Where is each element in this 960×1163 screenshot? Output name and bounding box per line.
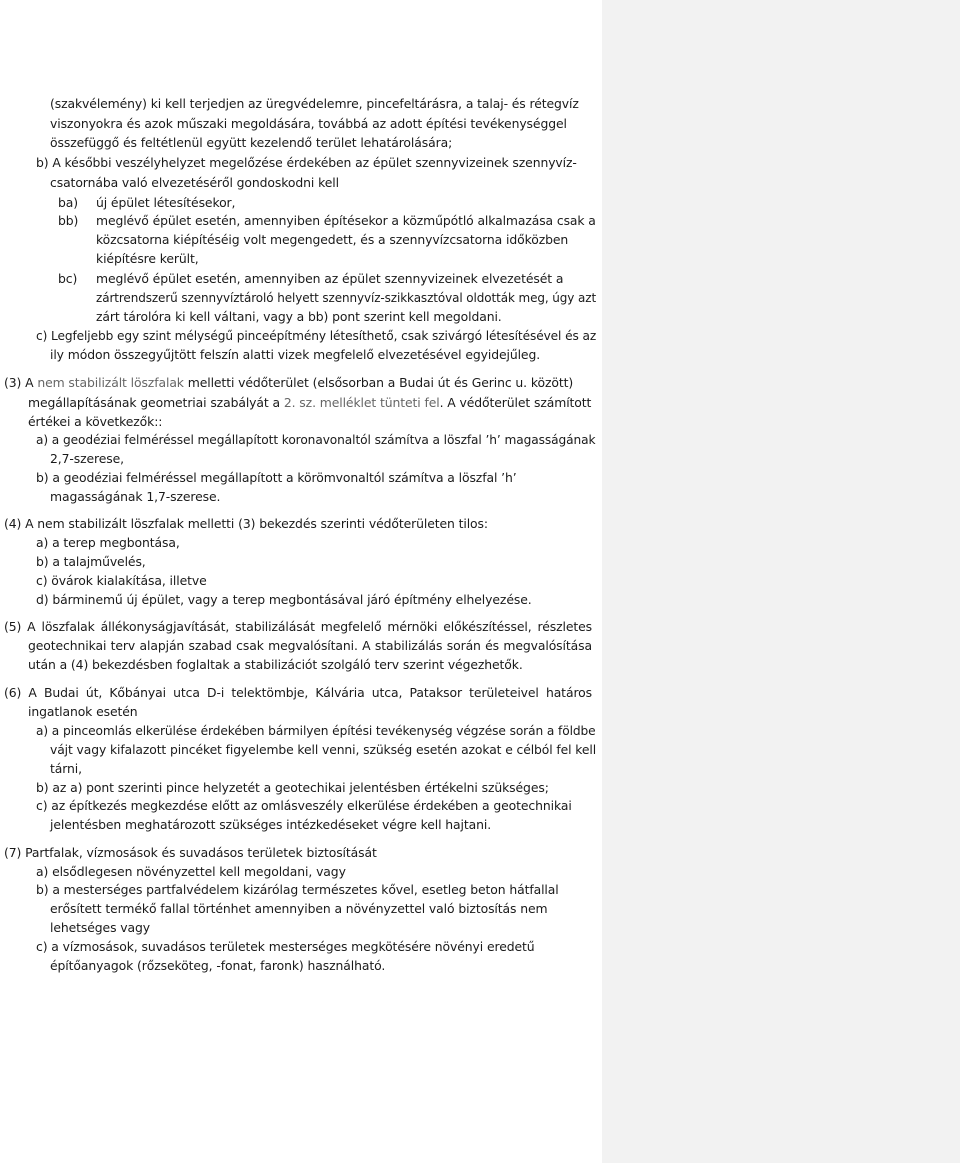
annex-reference: 2. sz. melléklet tünteti fel	[283, 395, 440, 410]
text-line: c) Legfeljebb egy szint mélységű pinceépítmény létesíthető, csak szivárgó létesítésével és az	[36, 328, 597, 343]
text-line: b) a geodéziai felméréssel megállapított a körömvonaltól számítva a löszfal ’h’	[36, 470, 517, 485]
text-line: c) övárok kialakítása, illetve	[36, 573, 207, 588]
text-line: a) a terep megbontása,	[36, 535, 180, 550]
list-label: bb)	[58, 213, 79, 228]
text-line: csatornába való elvezetéséről gondoskodni kell	[50, 175, 339, 190]
text-line: (szakvélemény) ki kell terjedjen az üregvédelemre, pincefeltárásra, a talaj- és rétegvíz	[50, 96, 579, 111]
text-line: (4) A nem stabilizált löszfalak melletti (3) bekezdés szerinti védőterületen tilos:	[4, 516, 488, 531]
text-line: (7) Partfalak, vízmosások és suvadásos területek biztosítását	[4, 845, 377, 860]
text-line: a) a pinceomlás elkerülése érdekében bármilyen építési tevékenység végzése során a földbe	[36, 723, 596, 738]
text-line: b) A későbbi veszélyhelyzet megelőzése érdekében az épület szennyvizeinek szennyvíz-	[36, 155, 577, 170]
text-line: lehetséges vagy	[50, 920, 150, 935]
text-run: melletti védőterület (elsősorban a Budai út és Gerinc u. között)	[183, 375, 574, 390]
text-line: b) a mesterséges partfalvédelem kizárólag természetes kővel, esetleg beton hátfallal	[36, 882, 559, 897]
text-line: geotechnikai terv alapján szabad csak megvalósítani. A stabilizálás során és megvalósítása	[28, 638, 592, 653]
text-line: vájt vagy kifalazott pincéket figyelembe kell venni, szükség esetén azokat e célból fel kell	[50, 742, 597, 757]
text-line: erősített termékő fallal történhet amennyiben a növényzettel való biztosítás nem	[50, 901, 548, 916]
text-run: megállapításának geometriai szabályát a	[28, 395, 284, 410]
text-line: (5) A löszfalak állékonyságjavítását, stabilizálását megfelelő mérnöki előkészítéssel, részletes	[4, 619, 592, 634]
text-line: b) az a) pont szerinti pince helyzetét a geotechikai jelentésben értékelni szükséges;	[36, 780, 549, 795]
text-line: meglévő épület esetén, amennyiben építésekor a közműpótló alkalmazása csak a	[96, 213, 596, 228]
text-line: a) a geodéziai felméréssel megállapított koronavonaltól számítva a löszfal ’h’ magasságának	[36, 432, 596, 447]
text-line: új épület létesítésekor,	[96, 195, 236, 210]
text-line: a) elsődlegesen növényzettel kell megoldani, vagy	[36, 864, 346, 879]
text-line: (6) A Budai út, Kőbányai utca D-i telektömbje, Kálvária utca, Pataksor területeivel határos	[4, 685, 592, 700]
text-line: kiépítésre került,	[96, 251, 199, 266]
text-line: építőanyagok (rőzseköteg, -fonat, faronk) használható.	[50, 958, 386, 973]
text-line: viszonyokra és azok műszaki megoldására, továbbá az adott építési tevékenységgel	[50, 116, 567, 131]
text-line: ily módon összegyűjtött felszín alatti vizek megfelelő elvezetésével egyidejűleg.	[50, 347, 541, 362]
text-line: tárni,	[50, 761, 82, 776]
text-line: d) bárminemű új épület, vagy a terep megbontásával járó építmény elhelyezése.	[36, 592, 532, 607]
text-run: (3) A	[4, 375, 38, 390]
text-line: zártrendszerű szennyvíztároló helyett szennyvíz-szikkasztóval oldották meg, úgy azt	[96, 290, 597, 305]
text-line: összefüggő és feltétlenül együtt kezelendő terület lehatárolására;	[50, 135, 453, 150]
text-line: közcsatorna kiépítéséig volt megengedett, és a szennyvízcsatorna időközben	[96, 232, 569, 247]
text-line: c) az építkezés megkezdése előtt az omlásveszély elkerülése érdekében a geotechnikai	[36, 798, 572, 813]
text-line: meglévő épület esetén, amennyiben az épület szennyvizeinek elvezetését a	[96, 271, 564, 286]
list-label: ba)	[58, 195, 78, 210]
paragraph-3-line	[28, 395, 591, 411]
text-line: b) a talajművelés,	[36, 554, 146, 569]
text-run: . A védőterület számított	[439, 395, 592, 410]
list-label: bc)	[58, 271, 78, 286]
text-line: ingatlanok esetén	[28, 704, 138, 719]
paragraph-3-line	[4, 375, 573, 391]
text-line: értékei a következők::	[28, 414, 163, 429]
highlight-text: nem stabilizált löszfalak	[37, 375, 184, 390]
text-line: után a (4) bekezdésben foglaltak a stabilizációt szolgáló terv szerint végezhetők.	[28, 657, 523, 672]
text-line: c) a vízmosások, suvadásos területek mesterséges megkötésére növényi eredetű	[36, 939, 535, 954]
text-line: magasságának 1,7-szerese.	[50, 489, 221, 504]
text-line: 2,7-szerese,	[50, 451, 125, 466]
text-line: zárt tárolóra ki kell váltani, vagy a bb) pont szerint kell megoldani.	[96, 309, 502, 324]
text-line: jelentésben meghatározott szükséges intézkedéseket végre kell hajtani.	[50, 817, 492, 832]
comment-pane	[602, 0, 960, 1163]
